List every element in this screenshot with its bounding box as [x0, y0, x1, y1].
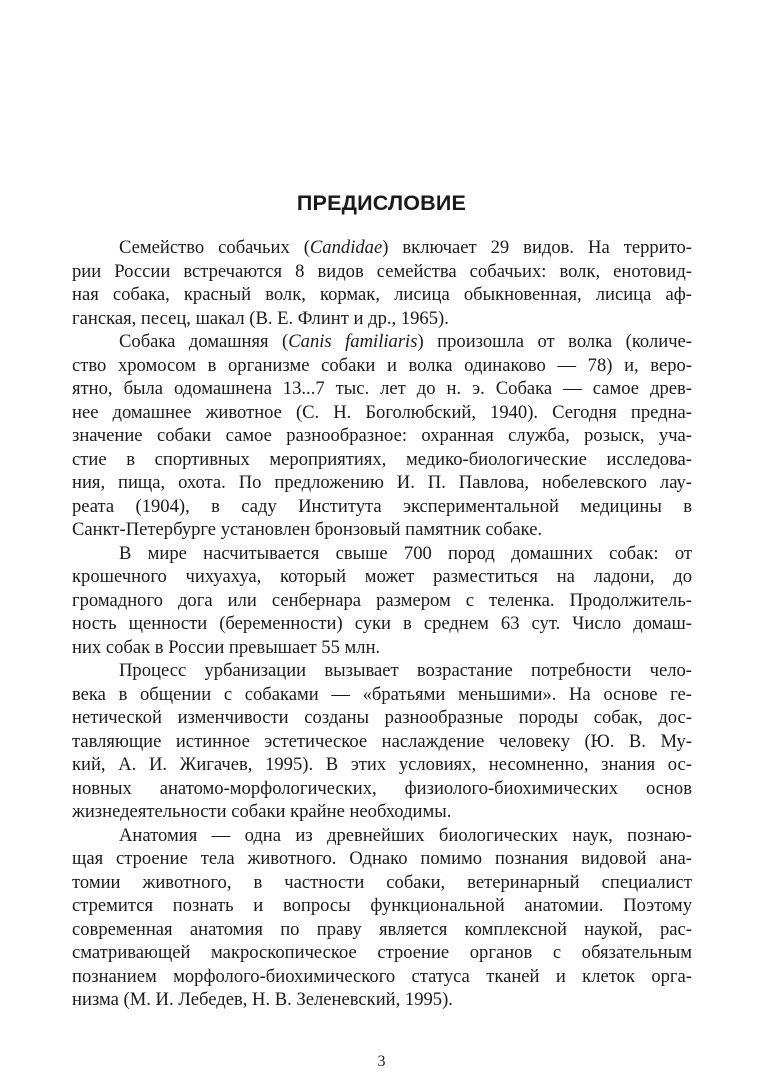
text-line: стие в спортивных мероприятиях, медико-биологические исследова- [72, 448, 692, 470]
text-line: ность щенности (беременности) суки в среднем 63 сут. Число домаш- [72, 613, 692, 634]
text-line: кий, А. И. Жигачев, 1995). В этих условиях, несомненно, знания ос- [72, 754, 692, 775]
text-line: века в общении с собаками — «братьями меньшими». На основе ге- [72, 683, 692, 705]
latin-name: Candidae [309, 237, 383, 258]
text-line: сматривающей макроскопическое строение органов с обязательным [72, 942, 692, 963]
text-line: ния, пища, охота. По предложению И. П. Павлова, нобелевского лау- [72, 472, 692, 493]
text-line: крошечного чихуахуа, который может разместиться на ладони, до [72, 566, 692, 587]
text-line: ная собака, красный волк, кормак, лисица обыкновенная, лисица аф- [72, 284, 692, 305]
text-line: познанием морфолого-биохимического статуса тканей и клеток орга- [72, 965, 692, 987]
text-line: ство хромосом в организме собаки и волка одинаково — 78) и, веро- [72, 354, 692, 376]
text-line: Собака домашняя (Canis familiaris) произошла от волка (количе- [119, 331, 693, 352]
text-line: новных анатомо-морфологических, физиолого-биохимических основ [72, 777, 692, 799]
paragraph-5 [72, 824, 692, 1012]
paragraph-3 [72, 542, 692, 660]
text-line: значение собаки самое разнообразное: охранная служба, розыск, уча- [72, 425, 692, 446]
text-line: них собак в России превышает 55 млн. [72, 636, 381, 658]
latin-name: Canis familiaris [288, 331, 418, 352]
paragraph-1 [72, 236, 692, 330]
text-line: громадного дога или сенбернара размером с теленка. Продолжитель- [72, 589, 692, 611]
paragraph-2 [72, 330, 692, 542]
text-line: Процесс урбанизации вызывает возрастание потребности чело- [119, 660, 692, 681]
paragraph-4 [72, 659, 692, 824]
text-line: нетической изменчивости созданы разнообразные породы собак, дос- [72, 707, 692, 728]
page-number: 3 [377, 1053, 386, 1070]
text-line: жизнедеятельности собаки крайне необходимы. [72, 801, 452, 822]
page-title: ПРЕДИСЛОВИЕ [296, 191, 467, 215]
text-line: ятно, была одомашнена 13...7 тыс. лет до н. э. Собака — самое древ- [72, 378, 692, 399]
text-line: Анатомия — одна из древнейших биологических наук, познаю- [119, 824, 692, 846]
text-line: рии России встречаются 8 видов семейства собачьих: волк, енотовид- [72, 260, 692, 282]
text-line: реата (1904), в саду Института экспериментальной медицины в [72, 495, 692, 517]
text-line: нее домашнее животное (С. Н. Боголюбский, 1940). Сегодня предна- [72, 401, 692, 423]
text-line: Санкт-Петербурге установлен бронзовый памятник собаке. [72, 519, 543, 540]
text-line: стремится познать и вопросы функциональной анатомии. Поэтому [72, 895, 692, 916]
text-line: томии животного, в частности собаки, ветеринарный специалист [72, 871, 692, 893]
text-line: щая строение тела животного. Однако помимо познания видовой ана- [72, 848, 692, 869]
text-line: В мире насчитывается свыше 700 пород домашних собак: от [119, 542, 692, 564]
text-line: ганская, песец, шакал (В. Е. Флинт и др., 1965). [72, 307, 449, 329]
text-line: тавляющие истинное эстетическое наслаждение человеку (Ю. В. Му- [72, 730, 692, 752]
body-text [72, 236, 692, 1012]
text-line: современная анатомия по праву является комплексной наукой, рас- [72, 918, 692, 940]
text-line: низма (М. И. Лебедев, Н. В. Зеленевский, 1995). [72, 989, 453, 1010]
text-line: Семейство собачьих (Candidae) включает 29 видов. На террито- [119, 237, 692, 258]
